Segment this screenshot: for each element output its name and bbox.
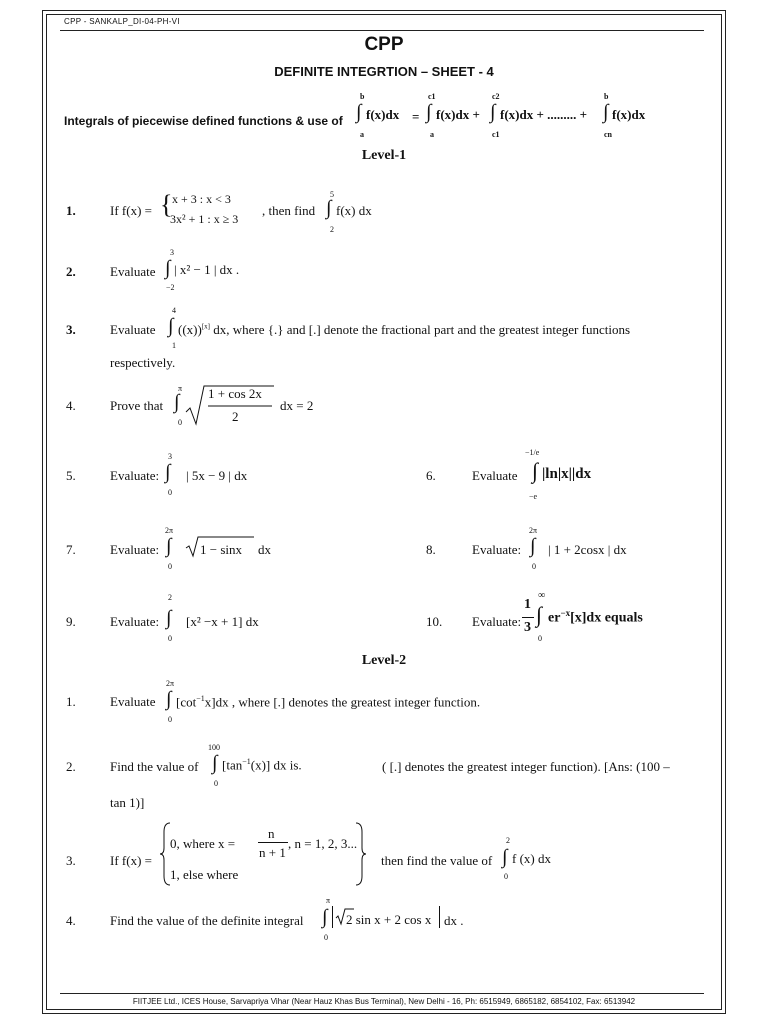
footer-address: FIITJEE Ltd., ICES House, Sarvapriya Vihar (Near Hauz Khas Bus Terminal), New Delhi - 16, Ph: 6515949, 6865182, 6854102, Fax: 6513942 (132, 997, 636, 1006)
fraction-bar (258, 842, 288, 843)
footer-rule (60, 993, 704, 994)
intro-text: Integrals of piecewise defined functions & use of (64, 114, 343, 128)
page-subtitle: DEFINITE INTEGRTION – SHEET - 4 (274, 64, 494, 79)
page-title: CPP (364, 34, 404, 55)
right-brace (354, 822, 366, 886)
level-2-heading: Level-2 (361, 653, 407, 668)
level-1-heading: Level-1 (361, 148, 407, 163)
brace: { (160, 190, 173, 219)
abs-bar-right (439, 906, 440, 928)
fraction-bar (522, 617, 534, 618)
sheet-code: CPP - SANKALP_DI-04-PH-VI (64, 17, 180, 26)
abs-bar-left (332, 906, 333, 928)
integral-sign: ∫ (356, 101, 362, 123)
header-rule (60, 30, 704, 31)
